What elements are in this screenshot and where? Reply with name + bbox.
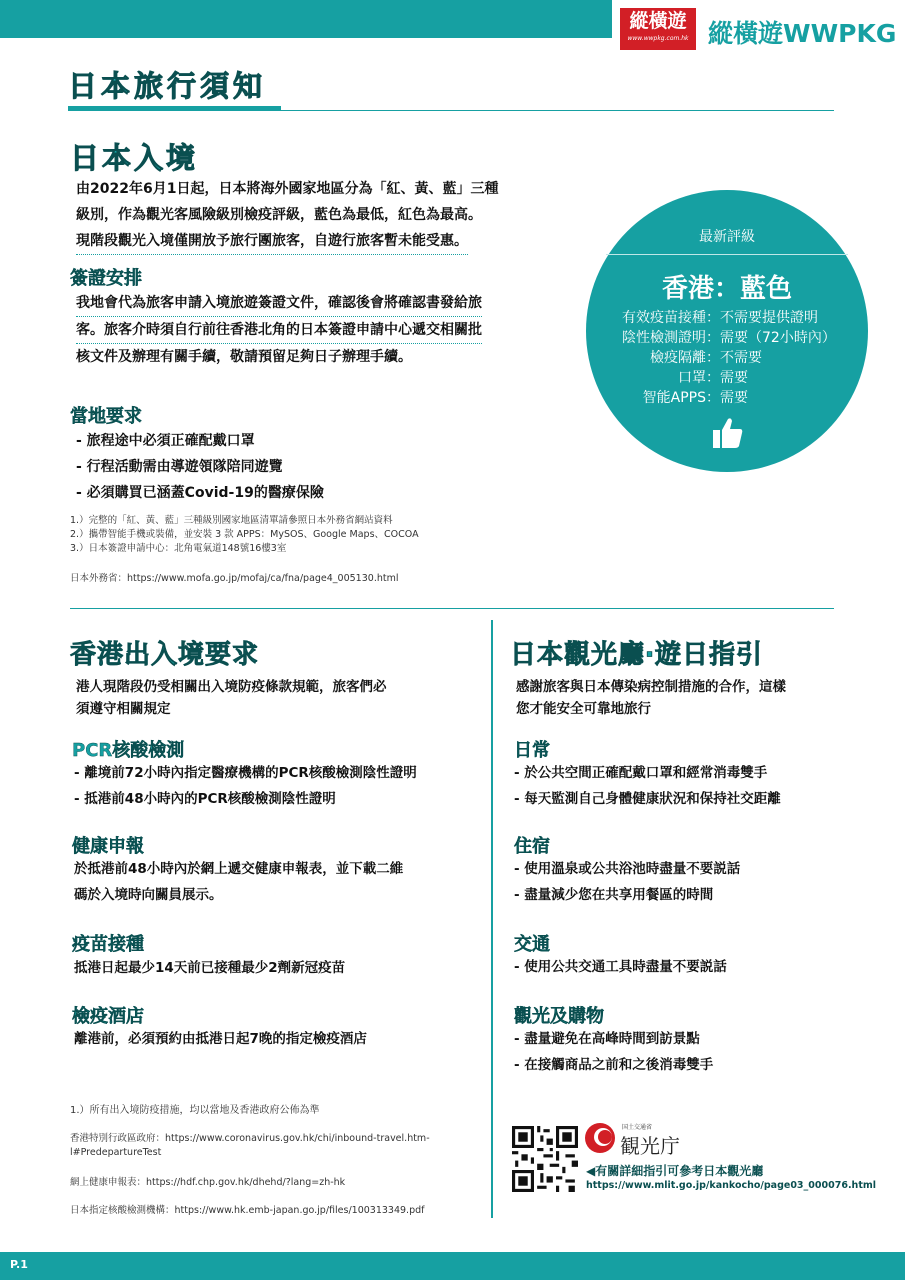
mofa-link[interactable]: 日本外務省：https://www.mofa.go.jp/mofaj/ca/fna/page4_005130.html [70, 573, 399, 584]
rating-circle [586, 190, 868, 472]
health-title: 健康申報 [72, 836, 144, 857]
vaccine-text: 抵港日起最少14天前已接種最少2劑新冠疫苗 [74, 960, 346, 976]
health-declaration-link[interactable]: 網上健康申報表：https://hdf.chp.gov.hk/dhehd/?lang=zh-hk [70, 1177, 346, 1188]
logo-badge[interactable] [620, 8, 696, 50]
jnto-section-title: 日本觀光廳‧遊日指引 [510, 640, 764, 670]
logo-url: www.wwpkg.com.hk [627, 35, 689, 42]
visa-text: 我地會代為旅客申請入境旅遊簽證文件，確認後會將確認書發給旅 客。旅客介時須自行前往香港北角的日本簽證申請中心遞交相關批 核文件及辦理有關手續，敬請預留足夠日子辦理手續。 [76, 290, 556, 370]
title-rule [281, 110, 834, 111]
japan-entry-intro: 由2022年6月1日起，日本將海外國家地區分為「紅、黃、藍」三種 級別，作為觀光客風險級別檢疫評級，藍色為最低，紅色為最高。 現階段觀光入境僅開放予旅行團旅客，自遊行旅客暫未能受惠。 [76, 176, 556, 255]
brand-name: 縱橫遊WWPKG [708, 19, 897, 48]
hotel-title: 檢疫酒店 [72, 1006, 144, 1027]
list-item: - 在接觸商品之前和之後消毒雙手 [514, 1057, 714, 1073]
rating-result: 香港：藍色 [661, 274, 792, 304]
rating-label: 最新評級 [699, 229, 755, 245]
rating-rows: 有效疫苗接種 ：不需要提供證明 陰性檢測證明 ：需要（72小時內） 檢疫隔離 ：不需要 口罩 ：需要 智能APPS ：需要 [622, 310, 836, 406]
local-requirements-title: 當地要求 [70, 406, 142, 427]
list-item: - 盡量避免在高峰時間到訪景點 [514, 1031, 700, 1047]
local-requirements-list [76, 428, 324, 506]
hk-note: 1.）所有出入境防疫措施，均以當地及香港政府公佈為準 [70, 1105, 320, 1116]
japan-entry-title: 日本入境 [70, 141, 199, 175]
section-divider [70, 608, 834, 609]
vaccine-title: 疫苗接種 [72, 934, 144, 955]
daily-title: 日常 [514, 740, 550, 761]
list-item: - 必須購買已涵蓋Covid-19的醫療保險 [76, 485, 324, 501]
list-item: - 於公共空間正確配戴口罩和經常消毒雙手 [514, 765, 768, 781]
visa-title: 簽證安排 [70, 268, 142, 289]
page-number: P.1 [10, 1258, 28, 1271]
jnto-intro: 感謝旅客與日本傳染病控制措施的合作，這樣 您才能安全可靠地旅行 [516, 679, 786, 717]
page-title: 日本旅行須知 [68, 69, 267, 103]
rating-underline [606, 254, 848, 255]
qr-code-icon[interactable] [512, 1126, 578, 1192]
list-item: - 使用公共交通工具時盡量不要説話 [514, 959, 727, 975]
health-text: 於抵港前48小時內於網上遞交健康申報表，並下載二維 碼於入境時向關員展示。 [74, 861, 404, 903]
hk-gov-link[interactable]: 香港特別行政區政府：https://www.coronavirus.gov.hk/chi/inbound-travel.htm- l#PredepartureTest [70, 1133, 430, 1158]
hk-intro: 港人現階段仍受相關出入境防疫條款規範，旅客們必 須遵守相關規定 [76, 679, 387, 717]
testing-institutions-link[interactable]: 日本指定核酸檢測機構：https://www.hk.emb-japan.go.jp/files/100313349.pdf [70, 1205, 425, 1216]
stay-title: 住宿 [514, 836, 550, 857]
header-bar [0, 0, 612, 38]
list-item: - 使用溫泉或公共浴池時盡量不要説話 [514, 861, 741, 877]
footer-bar [0, 1252, 905, 1280]
list-item: - 離境前72小時內指定醫療機構的PCR核酸檢測陰性證明 [74, 765, 417, 781]
stay-list [514, 856, 740, 908]
list-item: - 盡量減少您在共享用餐區的時間 [514, 887, 714, 903]
daily-list [514, 760, 781, 812]
sightseeing-list [514, 1026, 713, 1078]
agency-small-text: 国土交通省 [622, 1124, 653, 1131]
transport-list [514, 954, 727, 980]
guide-url[interactable]: https://www.mlit.go.jp/kankocho/page03_000076.html [586, 1180, 877, 1191]
thumbs-up-icon [712, 416, 744, 450]
title-underline [68, 106, 281, 111]
list-item: - 抵港前48小時內的PCR核酸檢測陰性證明 [74, 791, 336, 807]
transport-title: 交通 [514, 934, 550, 955]
japan-notes: 1.）完整的「紅、黃、藍」三種級別國家地區清單請參照日本外務省網站資料 2.）攜帶智能手機或裝備，並安裝 3 款 APPS：MySOS、Google Maps、COCOA 3.）日本簽證申請中心：北角電氣道148號16樓3室 [70, 515, 419, 554]
column-divider [491, 620, 493, 1218]
sightseeing-title: 觀光及購物 [514, 1006, 604, 1027]
list-item: - 旅程途中必須正確配戴口罩 [76, 433, 255, 449]
guide-text: ◀有關詳細指引可參考日本觀光廳 [586, 1164, 764, 1178]
list-item: - 行程活動需由導遊領隊陪同遊覽 [76, 459, 283, 475]
kankocho-logo-icon [584, 1122, 616, 1154]
logo-text: 縱橫遊 [629, 10, 687, 32]
hk-section-title: 香港出入境要求 [70, 640, 260, 670]
hotel-text: 離港前，必須預約由抵港日起7晚的指定檢疫酒店 [74, 1031, 367, 1047]
pcr-title: PCR核酸檢測 [72, 740, 185, 761]
pcr-list [74, 760, 417, 812]
list-item: - 每天監測自己身體健康狀況和保持社交距離 [514, 791, 781, 807]
agency-name: 観光庁 [620, 1134, 680, 1158]
